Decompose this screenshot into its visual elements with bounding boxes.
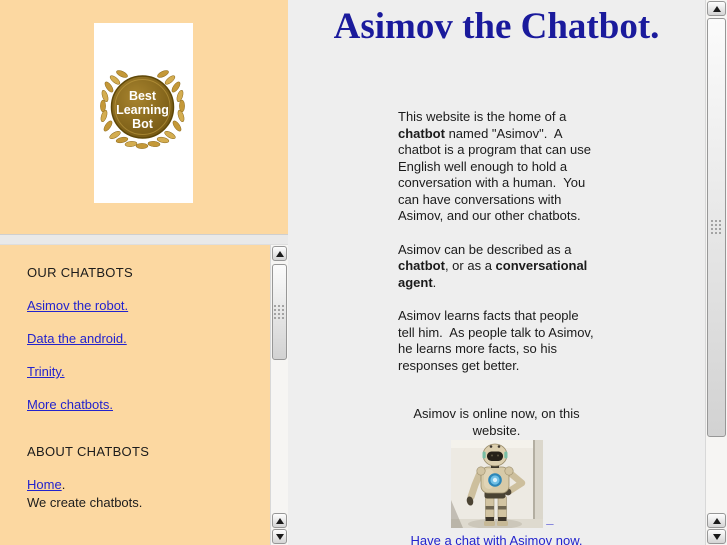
thumb-grip-icon [274,305,285,320]
nav-link-more-chatbots[interactable]: More chatbots. [27,397,113,412]
up-arrow-icon [276,518,284,524]
up-arrow-icon [713,6,721,12]
learning-paragraph: Asimov learns facts that people tell him. As people talk to Asimov, he learns more facts, so his responses get better. [398,308,598,373]
badge-text-line3: Bot [132,117,153,131]
badge-text-line2: Learning [116,103,169,117]
nav-link-data[interactable]: Data the android. [27,331,127,346]
nav-heading-our-chatbots: OUR CHATBOTS [27,265,133,280]
intro-text-column [398,109,598,545]
chat-link-line [398,533,595,545]
nav-link-asimov[interactable]: Asimov the robot. [27,298,129,313]
main-scrollbar-thumb[interactable] [707,18,726,437]
up-arrow-icon [276,251,284,257]
chat-now-link[interactable]: Have a chat with Asimov now. [410,533,583,545]
thumb-grip-icon [711,220,722,235]
down-arrow-icon [713,534,721,540]
home-period: . [61,477,66,492]
nav-scrollbar[interactable] [270,245,288,545]
intro-paragraph: This website is the home of a chatbot named "Asimov". A chatbot is a program that can use English well enough to hold a conversation with a human. You can have conversations with Asimov, and our other chatbots. [398,109,595,223]
logo-frame [0,0,288,234]
left-frameset-column [0,0,288,545]
nav-frame [0,245,288,545]
badge-text-line1: Best [128,89,157,103]
main-scroll-up-button-bottom[interactable] [707,513,726,528]
nav-scrollbar-thumb[interactable] [272,264,287,360]
nav-scroll-up-button-bottom[interactable] [272,513,287,528]
asimov-robot-image[interactable] [451,440,543,528]
page-title: Asimov the Chatbot. [333,6,660,47]
nav-content [0,245,288,511]
best-learning-bot-image [94,23,193,203]
tagline-text: We create chatbots. [27,495,143,510]
main-frame [288,0,727,545]
nav-scroll-down-button[interactable] [272,529,287,544]
main-scroll-up-button[interactable] [707,1,726,16]
description-paragraph: Asimov can be described as a chatbot, or as a conversational agent. [398,241,591,290]
home-line [27,478,258,492]
laurel-badge-graphic [94,23,193,203]
nav-heading-about-chatbots: ABOUT CHATBOTS [27,444,150,459]
main-scroll-down-button[interactable] [707,529,726,544]
nav-link-trinity[interactable]: Trinity. [27,364,65,379]
online-note: Asimov is online now, on this website. [413,406,584,438]
robot-image-row [451,440,554,528]
frame-divider [0,234,288,245]
image-link-underscore[interactable]: _ [546,510,554,526]
nav-scroll-up-button[interactable] [272,246,287,261]
main-scrollbar[interactable] [705,0,727,545]
up-arrow-icon [713,518,721,524]
down-arrow-icon [276,534,284,540]
nav-link-home[interactable]: Home [27,477,62,492]
main-content [288,0,705,545]
